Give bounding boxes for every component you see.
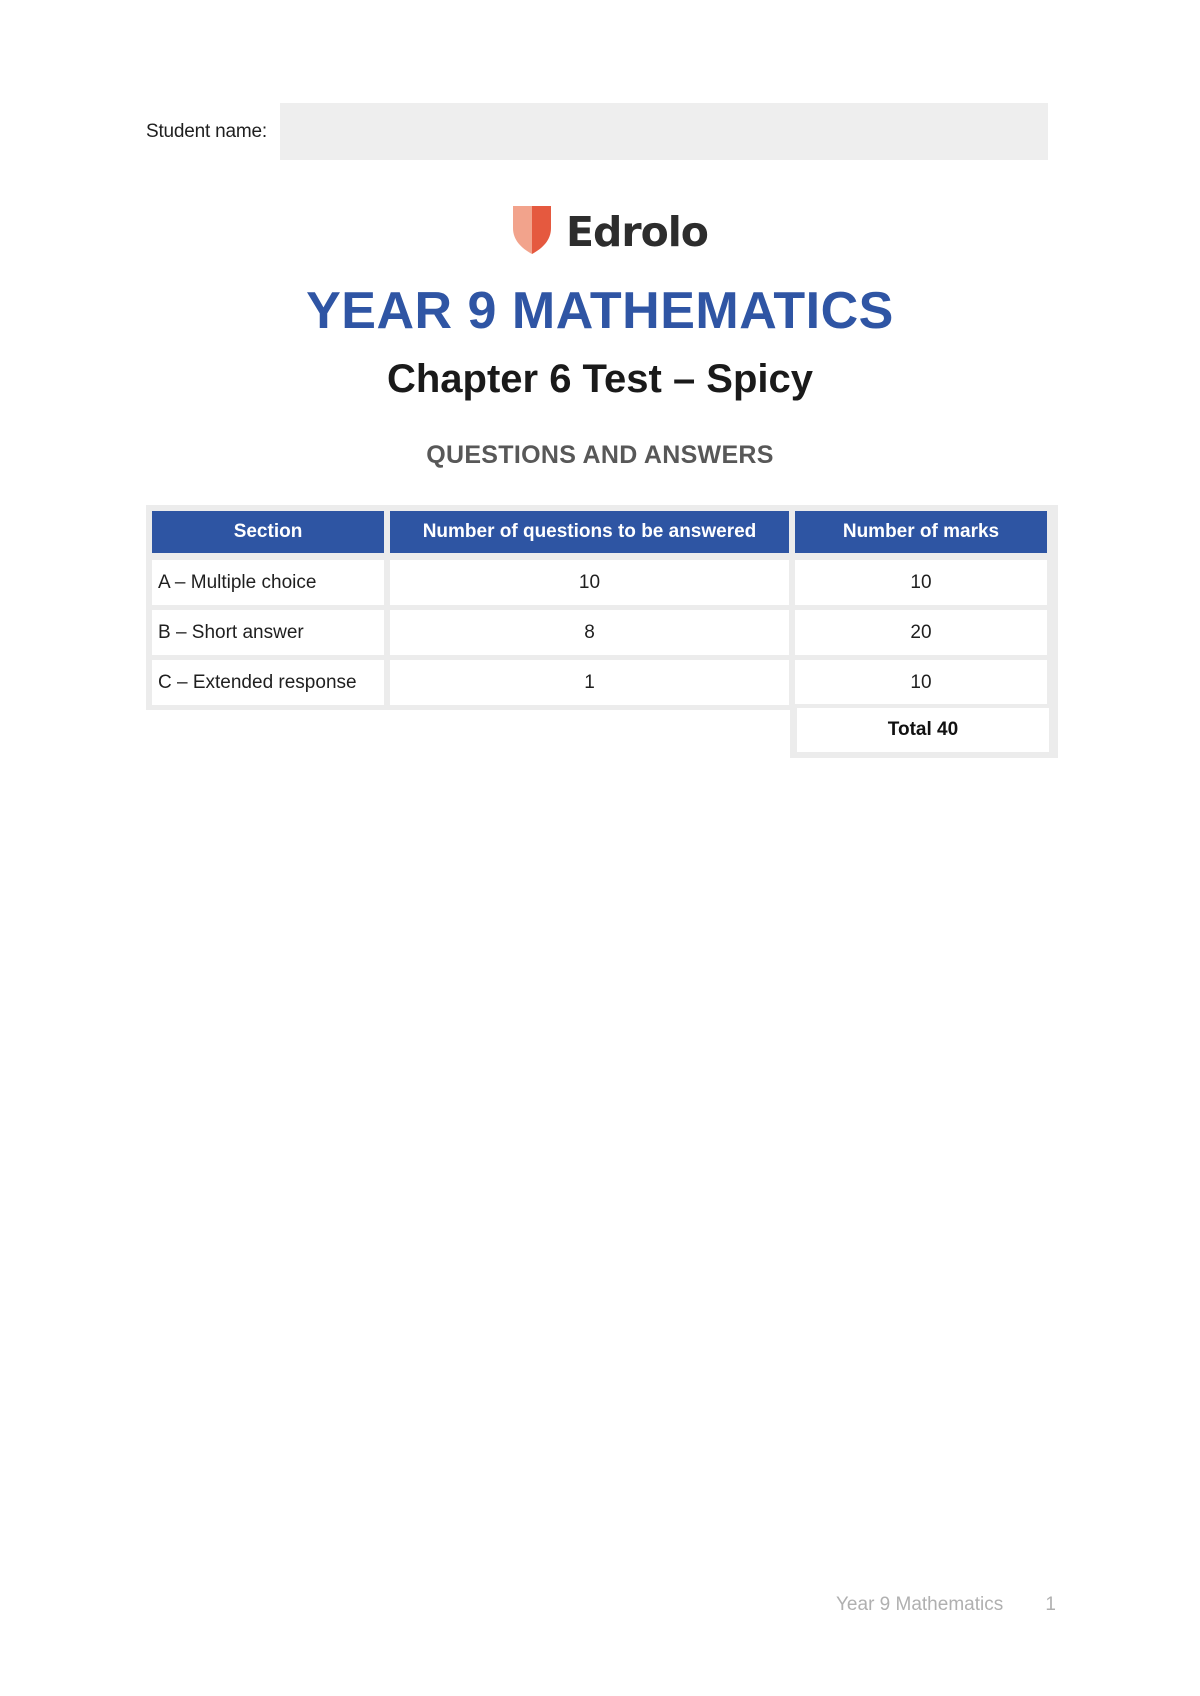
- cell-section: B – Short answer: [152, 610, 384, 655]
- cell-marks: 10: [795, 660, 1047, 705]
- total-marks: Total 40: [797, 708, 1049, 752]
- cell-questions: 1: [390, 660, 789, 705]
- shield-icon: [512, 204, 552, 261]
- logo-wordmark: Edrolo: [566, 208, 708, 256]
- cell-questions: 10: [390, 560, 789, 605]
- student-name-row: [146, 103, 1048, 160]
- cell-marks: 20: [795, 610, 1047, 655]
- table-row: [146, 555, 1058, 605]
- page-number: 1: [1045, 1594, 1056, 1615]
- page-subtitle: Chapter 6 Test – Spicy: [386, 357, 814, 401]
- table-row: [146, 655, 1058, 710]
- student-name-label: Student name:: [146, 120, 267, 142]
- cell-marks: 10: [795, 560, 1047, 605]
- footer-title: Year 9 Mathematics: [836, 1594, 1004, 1615]
- table-row: [146, 605, 1058, 655]
- table-header-row: [146, 505, 1058, 555]
- page-title: YEAR 9 MATHEMATICS: [306, 282, 894, 340]
- cell-questions: 8: [390, 610, 789, 655]
- column-header-questions: Number of questions to be answered: [390, 511, 789, 553]
- page-footer: [836, 1594, 1056, 1616]
- cell-section: A – Multiple choice: [152, 560, 384, 605]
- total-row: [790, 704, 1058, 758]
- column-header-marks: Number of marks: [795, 511, 1047, 553]
- column-header-section: Section: [152, 511, 384, 553]
- marks-table: [146, 505, 1058, 710]
- cell-section: C – Extended response: [152, 660, 384, 705]
- student-name-field[interactable]: [280, 103, 1048, 160]
- edrolo-logo: [512, 202, 708, 262]
- section-heading: QUESTIONS AND ANSWERS: [426, 441, 774, 469]
